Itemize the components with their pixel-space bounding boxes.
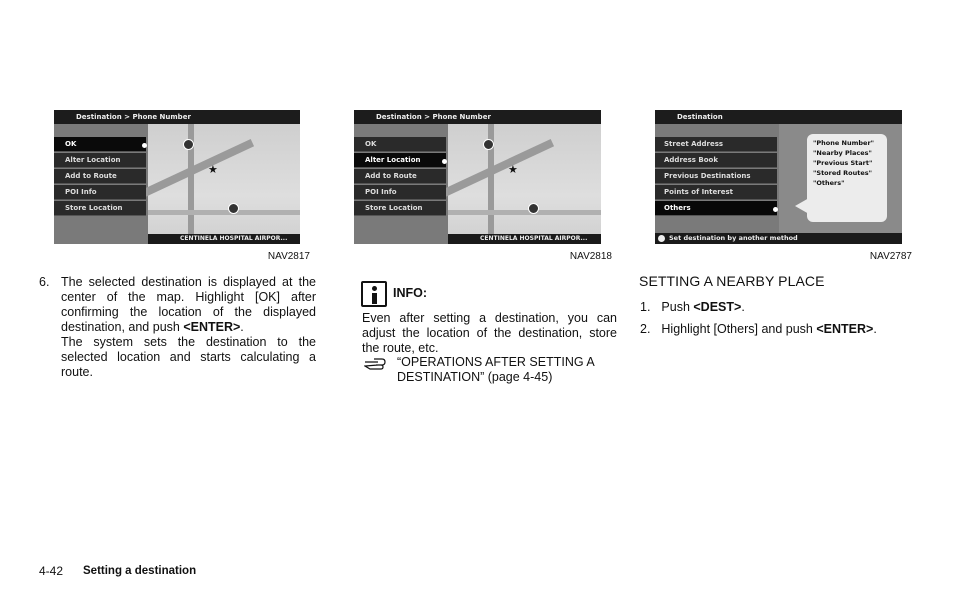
menu-item-store-location[interactable]: Store Location bbox=[354, 201, 446, 216]
step-text: Push bbox=[661, 300, 694, 314]
menu-item-ok[interactable]: OK bbox=[354, 137, 446, 152]
info-paragraph: Even after setting a destination, you can adjust the location of the destination, store the route, etc. bbox=[362, 311, 617, 355]
help-bar bbox=[655, 233, 902, 244]
map-road bbox=[142, 139, 254, 197]
map-road bbox=[442, 139, 554, 197]
step-number: 6. bbox=[39, 275, 50, 289]
cross-reference-link[interactable]: “OPERATIONS AFTER SETTING A DESTINATION” (page 4-45) bbox=[397, 355, 595, 384]
menu-item-alter-location[interactable]: Alter Location bbox=[54, 153, 146, 168]
step-text-end: . bbox=[873, 322, 877, 336]
action-menu bbox=[354, 131, 448, 244]
map-location-bar: CENTINELA HOSPITAL AIRPOR... bbox=[148, 234, 300, 244]
voice-command: "Others" bbox=[813, 179, 845, 187]
menu-item-address-book[interactable]: Address Book bbox=[655, 153, 777, 168]
step-6-text-end: . bbox=[240, 320, 244, 334]
dest-key-label: <DEST> bbox=[693, 300, 742, 314]
voice-command: "Previous Start" bbox=[813, 159, 873, 167]
voice-command: "Phone Number" bbox=[813, 139, 875, 147]
selection-dot-icon bbox=[773, 207, 778, 212]
nav-screen-figure-2 bbox=[354, 110, 601, 244]
menu-item-add-to-route[interactable]: Add to Route bbox=[54, 169, 146, 184]
destination-star-icon: ★ bbox=[208, 163, 218, 176]
menu-item-add-to-route[interactable]: Add to Route bbox=[354, 169, 446, 184]
step-6-result-paragraph: The system sets the destination to the selected location and starts calculating a route. bbox=[61, 335, 316, 379]
step-6-text: The selected destination is displayed at the center of the map. Highlight [OK] after confirming the location of the displayed destination, and push bbox=[61, 275, 316, 334]
info-icon bbox=[658, 235, 665, 242]
screen-title: Destination > Phone Number bbox=[354, 110, 601, 124]
menu-item-poi-info[interactable]: POI Info bbox=[354, 185, 446, 200]
screen-title: Destination bbox=[655, 110, 902, 124]
section-heading: SETTING A NEARBY PLACE bbox=[639, 273, 825, 289]
route-point-icon bbox=[183, 139, 194, 150]
pointing-hand-icon bbox=[364, 357, 388, 371]
figure-label: NAV2787 bbox=[869, 251, 912, 262]
enter-key-label: <ENTER> bbox=[816, 322, 874, 336]
help-text: Set destination by another method bbox=[669, 234, 798, 242]
map-location-bar: CENTINELA HOSPITAL AIRPOR... bbox=[448, 234, 601, 244]
route-point-icon bbox=[528, 203, 539, 214]
footer-section-title: Setting a destination bbox=[83, 565, 197, 577]
route-point-icon bbox=[483, 139, 494, 150]
action-menu bbox=[54, 131, 148, 244]
step-6-paragraph bbox=[61, 275, 316, 335]
voice-command: "Nearby Places" bbox=[813, 149, 872, 157]
selection-dot-icon bbox=[142, 143, 147, 148]
route-point-icon bbox=[228, 203, 239, 214]
step-text: Highlight [Others] and push bbox=[661, 322, 817, 336]
step-1 bbox=[640, 300, 910, 315]
voice-command-bubble bbox=[807, 134, 887, 222]
map-road bbox=[448, 210, 601, 215]
nav-screen-figure-3 bbox=[655, 110, 902, 244]
nav-screen-figure-1 bbox=[54, 110, 300, 244]
info-heading: INFO: bbox=[393, 286, 428, 300]
menu-item-store-location[interactable]: Store Location bbox=[54, 201, 146, 216]
figure-label: NAV2818 bbox=[569, 251, 612, 262]
map-view bbox=[148, 124, 300, 244]
step-text-end: . bbox=[741, 300, 745, 314]
figure-label: NAV2817 bbox=[267, 251, 310, 262]
enter-key-label: <ENTER> bbox=[183, 320, 241, 334]
step-number: 2. bbox=[640, 322, 651, 336]
menu-item-points-of-interest[interactable]: Points of Interest bbox=[655, 185, 777, 200]
map-view bbox=[448, 124, 601, 244]
menu-item-previous-destinations[interactable]: Previous Destinations bbox=[655, 169, 777, 184]
voice-command: "Stored Routes" bbox=[813, 169, 873, 177]
menu-item-others[interactable]: Others bbox=[655, 201, 777, 216]
page-number: 4-42 bbox=[39, 564, 64, 578]
step-2 bbox=[640, 322, 920, 337]
menu-item-ok[interactable]: OK bbox=[54, 137, 146, 152]
map-road bbox=[148, 210, 300, 215]
screen-title: Destination > Phone Number bbox=[54, 110, 300, 124]
info-icon bbox=[361, 281, 387, 307]
menu-item-alter-location[interactable]: Alter Location bbox=[354, 153, 446, 168]
selection-dot-icon bbox=[442, 159, 447, 164]
menu-item-street-address[interactable]: Street Address bbox=[655, 137, 777, 152]
step-number: 1. bbox=[640, 300, 651, 314]
destination-star-icon: ★ bbox=[508, 163, 518, 176]
menu-item-poi-info[interactable]: POI Info bbox=[54, 185, 146, 200]
